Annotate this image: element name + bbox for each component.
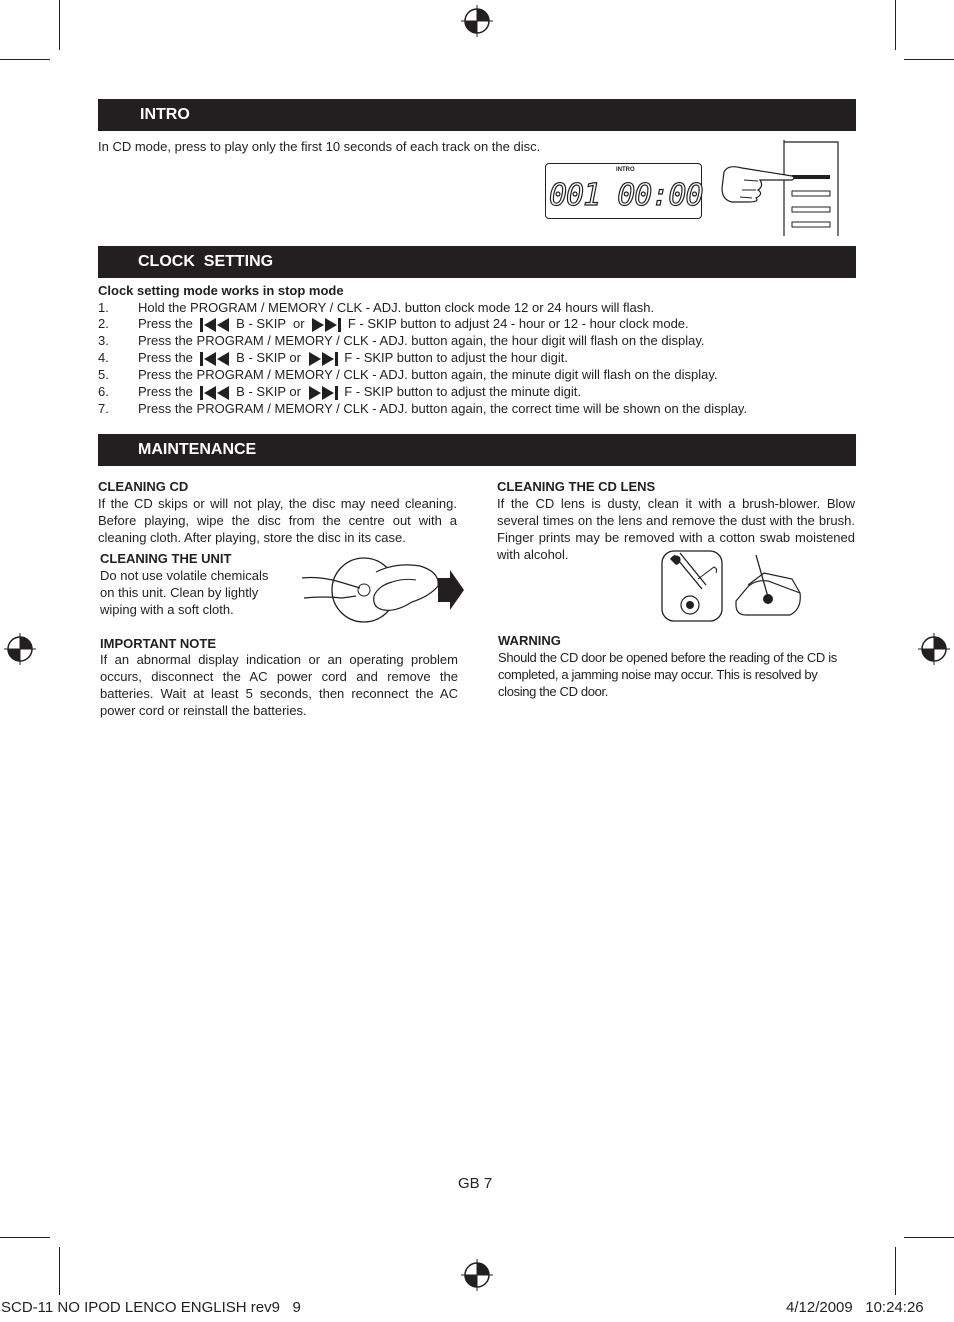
intro-display-value: 001 00:00 [549, 178, 703, 213]
cleaning-unit-line: on this unit. Clean by lightly [100, 585, 259, 600]
clock-step: 5. Press the PROGRAM / MEMORY / CLK - ADJ. button again, the minute digit will flash on the display. [98, 367, 718, 382]
cleaning-lens-text: If the CD lens is dusty, clean it with a brush-blower. Blow several times on the lens and remove the dust with the brush. Finger prints may be removed with a cotton swab moistened with alcohol. [497, 496, 855, 562]
skip-back-icon [199, 385, 231, 401]
clock-heading: CLOCK SETTING [138, 253, 274, 270]
cleaning-cd-text: If the CD skips or will not play, the disc may need cleaning. Before playing, wipe the disc from the centre out with a cleaning cloth. After playing, store the disc in its case. [98, 496, 457, 545]
maintenance-heading: MAINTENANCE [138, 441, 257, 458]
intro-display-label: INTRO [616, 167, 635, 173]
intro-text: In CD mode, press to play only the first 10 seconds of each track on the disc. [98, 139, 541, 154]
skip-forward-icon [307, 385, 339, 401]
footer-left: SCD-11 NO IPOD LENCO ENGLISH rev9 9 [1, 1299, 301, 1316]
registration-mark-icon [460, 1258, 494, 1292]
crop-mark [895, 0, 896, 50]
crop-mark [0, 1237, 50, 1238]
cleaning-cd-title: CLEANING CD [98, 479, 189, 494]
intro-heading-bar [98, 99, 856, 131]
registration-mark-icon [917, 632, 951, 666]
intro-heading: INTRO [140, 106, 190, 123]
crop-mark [59, 1247, 60, 1295]
page-number: GB 7 [458, 1175, 493, 1192]
clock-heading-bar [98, 246, 856, 278]
crop-mark [904, 59, 954, 60]
clock-step: 6. Press the B - SKIP or F - SKIP button to adjust the minute digit. [98, 384, 581, 399]
warning-title: WARNING [498, 633, 561, 648]
skip-forward-icon [310, 317, 342, 333]
lens-cleaning-illustration-icon [660, 549, 804, 625]
crop-mark [904, 1237, 954, 1238]
clock-step: 4. Press the B - SKIP or F - SKIP button to adjust the hour digit. [98, 350, 568, 365]
clock-step: 3. Press the PROGRAM / MEMORY / CLK - ADJ. button again, the hour digit will flash on the display. [98, 333, 705, 348]
cleaning-unit-title: CLEANING THE UNIT [100, 551, 232, 566]
crop-mark [0, 59, 50, 60]
skip-back-icon [199, 317, 231, 333]
important-note-title: IMPORTANT NOTE [100, 636, 217, 651]
important-note-text: If an abnormal display indication or an operating problem occurs, disconnect the AC power cord and remove the batteries. Wait at least 5 seconds, then reconnect the AC power cord or reinstall the batteries. [100, 652, 458, 718]
skip-forward-icon [307, 351, 339, 367]
intro-display [545, 163, 702, 219]
registration-mark-icon [460, 4, 494, 38]
registration-mark-icon [3, 632, 37, 666]
hand-pressing-button-icon [718, 140, 842, 238]
clock-subheading: Clock setting mode works in stop mode [98, 283, 344, 298]
skip-back-icon [199, 351, 231, 367]
crop-mark [895, 1247, 896, 1295]
clock-step: 1. Hold the PROGRAM / MEMORY / CLK - ADJ. button clock mode 12 or 24 hours will flash. [98, 300, 655, 315]
cleaning-lens-title: CLEANING THE CD LENS [497, 479, 656, 494]
disc-wiping-illustration-icon [300, 552, 466, 626]
maintenance-heading-bar [98, 434, 856, 466]
cleaning-unit-line: Do not use volatile chemicals [100, 568, 269, 583]
warning-text: Should the CD door be opened before the reading of the CD is completed, a jamming noise may occur. This is resolved by closing the CD door. [498, 650, 837, 699]
cleaning-unit-line: wiping with a soft cloth. [100, 602, 234, 617]
footer-right: 4/12/2009 10:24:26 [786, 1299, 924, 1316]
crop-mark [59, 0, 60, 50]
clock-step: 7. Press the PROGRAM / MEMORY / CLK - ADJ. button again, the correct time will be shown on the display. [98, 401, 748, 416]
clock-step: 2. Press the B - SKIP or F - SKIP button to adjust 24 - hour or 12 - hour clock mode. [98, 316, 689, 331]
